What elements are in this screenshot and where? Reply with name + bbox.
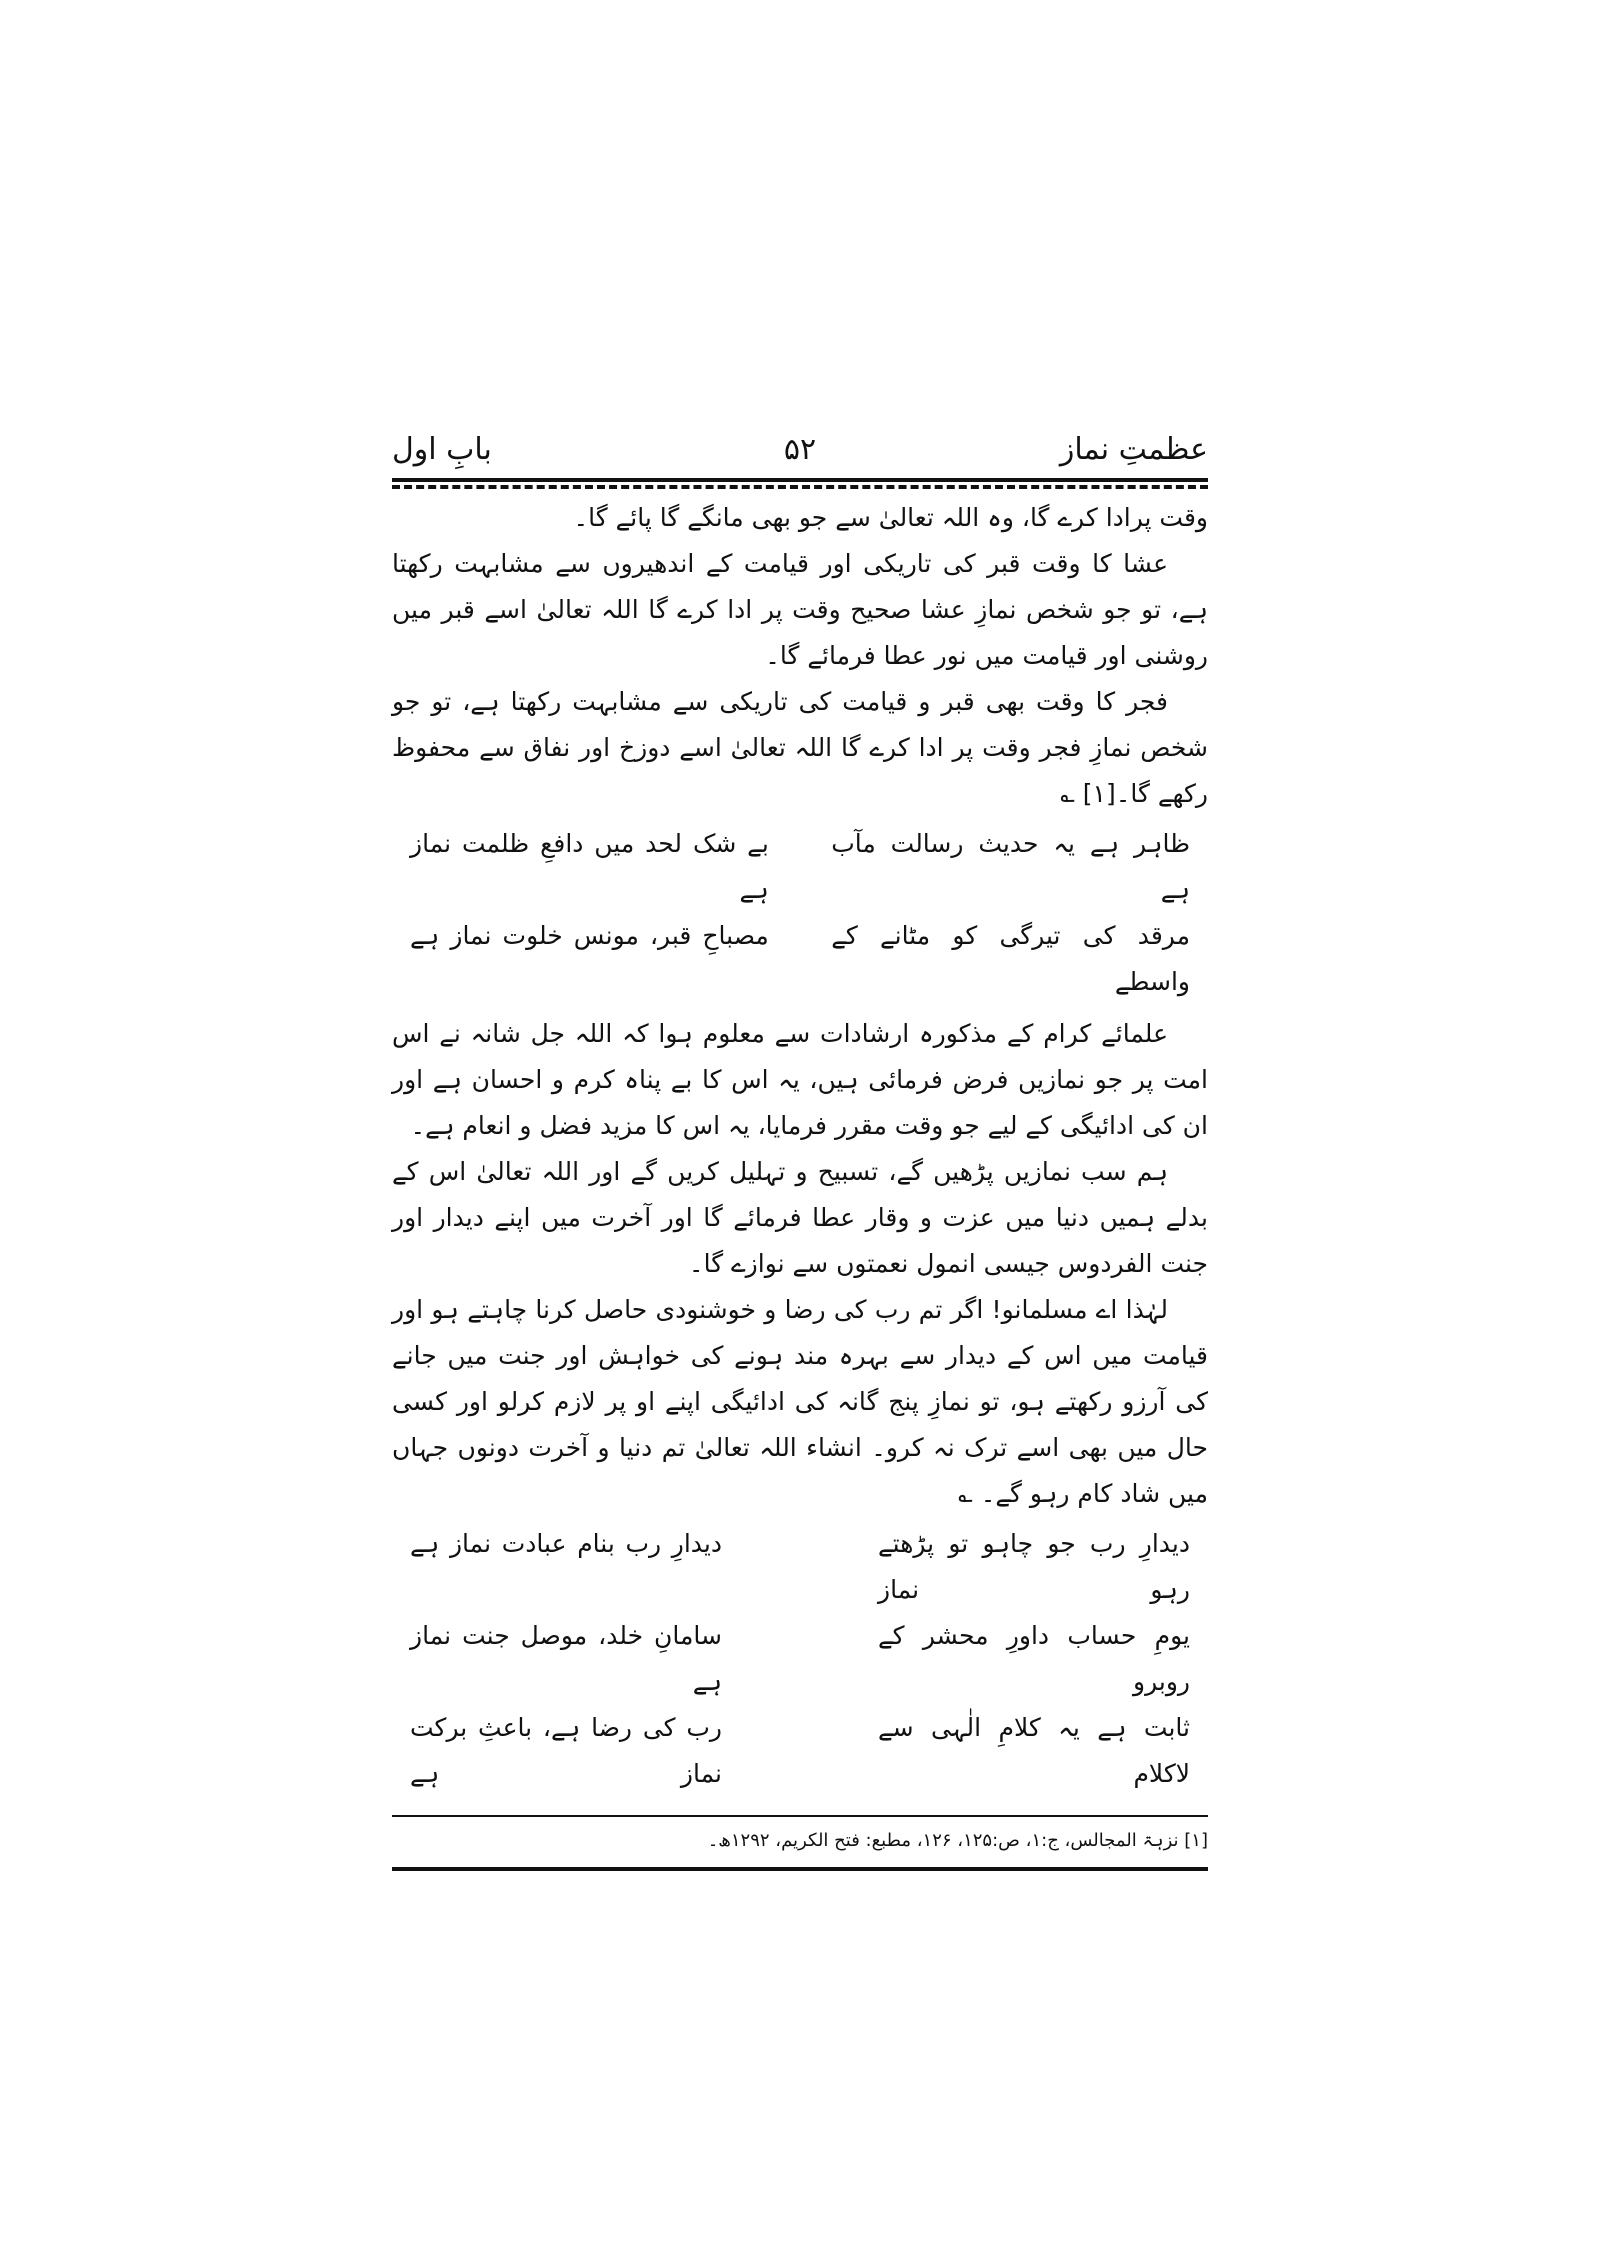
- footnote-rule: [392, 1815, 1208, 1817]
- footnote: [۱] نزہۃ المجالس، ج:۱، ص:۱۲۵، ۱۲۶، مطبع: فتح الکریم، ۱۲۹۲ھ۔: [707, 1830, 1208, 1851]
- verse-line: مصباحِ قبر، مونس خلوت نماز ہے: [410, 921, 769, 950]
- poem-couplets: [392, 821, 1208, 1005]
- verse-line: ظاہر ہے یہ حدیث رسالت مآب ہے: [831, 829, 1190, 904]
- couplet: [392, 1705, 1208, 1797]
- paragraph: علمائے کرام کے مذکورہ ارشادات سے معلوم ہوا کہ اللہ جل شانہ نے اس امت پر جو نمازیں فرض فرمائی ہیں، یہ اس کا بے پناہ کرم و احسان ہے اور ان کی ادائیگی کے لیے جو وقت مقرر فرمایا، یہ اس کا مزید فضل و انعام ہے۔: [392, 1019, 1208, 1140]
- verse-line: مرقد کی تیرگی کو مٹانے کے واسطے: [831, 921, 1190, 996]
- header-dashed-rule: [392, 485, 1208, 489]
- body-text: [392, 495, 1208, 817]
- paragraph: وقت پرادا کرے گا، وہ اللہ تعالیٰ سے جو بھی مانگے گا پائے گا۔: [573, 503, 1208, 532]
- book-title: عظمتِ نماز: [1059, 432, 1208, 467]
- body-text: [392, 1011, 1208, 1517]
- header-rule: [392, 478, 1208, 482]
- poem-couplets: [392, 1521, 1208, 1797]
- verse-line: دیدارِ رب بنام عبادت نماز ہے: [410, 1529, 722, 1558]
- chapter-title: بابِ اول: [392, 432, 492, 467]
- bottom-rule: [392, 1867, 1208, 1871]
- paragraph: ہم سب نمازیں پڑھیں گے، تسبیح و تہلیل کریں گے اور اللہ تعالیٰ اس کے بدلے ہمیں دنیا میں عزت و وقار عطا فرمائے گا اور آخرت میں اپنے دیدار اور جنت الفردوس جیسی انمول نعمتوں سے نوازے گا۔: [392, 1157, 1208, 1278]
- book-page: [392, 420, 1208, 1871]
- verse-line: دیدارِ رب جو چاہو تو پڑھتے رہو نماز: [878, 1529, 1190, 1604]
- verse-line: سامانِ خلد، موصل جنت نماز ہے: [410, 1621, 722, 1696]
- couplet: [392, 913, 1208, 1005]
- paragraph: فجر کا وقت بھی قبر و قیامت کی تاریکی سے مشابہت رکھتا ہے، تو جو شخص نمازِ فجر وقت پر ادا کرے گا اللہ تعالیٰ اسے دوزخ اور نفاق سے محفوظ رکھے گا۔[۱] ؎: [392, 687, 1208, 808]
- verse-line: ثابت ہے یہ کلامِ الٰہی سے لاکلام: [878, 1713, 1190, 1788]
- paragraph: لہٰذا اے مسلمانو! اگر تم رب کی رضا و خوشنودی حاصل کرنا چاہتے ہو اور قیامت میں اس کے دیدار سے بہرہ مند ہونے کی خواہش اور جنت میں جانے کی آرزو رکھتے ہو، تو نمازِ پنج گانہ کی ادائیگی اپنے او پر لازم کرلو اور کسی حال میں بھی اسے ترک نہ کرو۔ انشاء اللہ تعالیٰ تم دنیا و آخرت دونوں جہاں میں شاد کام رہو گے۔ ؎: [392, 1295, 1208, 1508]
- paragraph: عشا کا وقت قبر کی تاریکی اور قیامت کے اندھیروں سے مشابہت رکھتا ہے، تو جو شخص نمازِ عشا صحیح وقت پر ادا کرے گا اللہ تعالیٰ اسے قبر میں روشنی اور قیامت میں نور عطا فرمائے گا۔: [392, 549, 1208, 670]
- verse-line: رب کی رضا ہے، باعثِ برکت نماز ہے: [410, 1713, 722, 1788]
- page-header: [392, 420, 1208, 478]
- page-number: ۵۲: [783, 432, 817, 467]
- couplet: [392, 821, 1208, 913]
- verse-line: یومِ حساب داورِ محشر کے روبرو: [878, 1621, 1190, 1696]
- couplet: [392, 1521, 1208, 1613]
- verse-line: بے شک لحد میں دافعِ ظلمت نماز ہے: [410, 829, 769, 904]
- couplet: [392, 1613, 1208, 1705]
